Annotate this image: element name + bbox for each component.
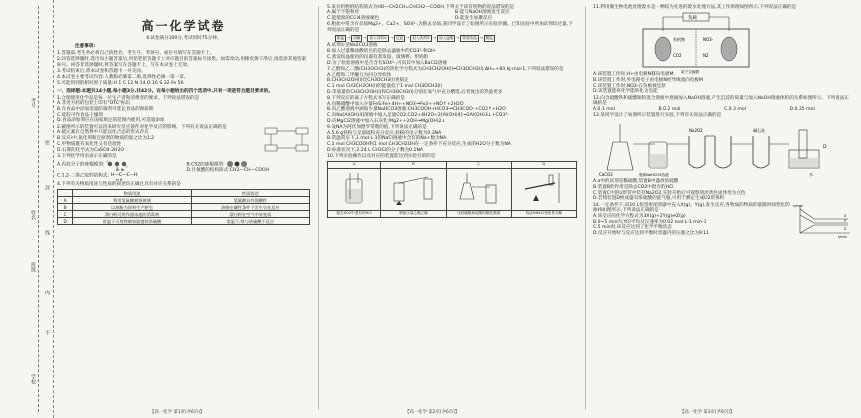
table-cell: 油脂在碱性条件下发生皂化反应 — [191, 204, 309, 211]
table-cell: 除去SO2中混有的HCl — [328, 210, 381, 217]
option-a: A.乙醇和二甲醚互为同分异构体 — [327, 72, 392, 78]
table-cell: B — [58, 204, 73, 211]
table-cell: 漂白粉在空气中易变质 — [191, 211, 309, 218]
apparatus-cell — [446, 168, 511, 210]
question-4 — [57, 182, 310, 225]
school-label: 学校 — [30, 374, 36, 384]
table-header-cell: B — [381, 161, 446, 168]
option-a: A.向稀硝酸中加入少量FeS:Fe+4H++NO3-═Fe3++NO↑+2H2O — [327, 101, 464, 107]
series-label-z: Z — [844, 226, 847, 231]
seal-word: 封 — [44, 185, 50, 190]
notes-list — [57, 51, 310, 87]
table-header-cell: 性质叙述 — [191, 190, 309, 197]
option-c: C.1 mol CH3CH2OH(l)的能量低于1 mol CH3OCH3(l) — [327, 83, 443, 89]
soda-lime-label: 碱石灰 — [753, 128, 765, 134]
seal-word: 不 — [44, 330, 50, 335]
table-cell: A — [58, 197, 73, 204]
question-stem: 3.下列化学用语表示正确的是 — [57, 153, 117, 159]
question-stem: 5.某有机物的结构简式为HO—CH2CH=CHCH2—COOH,下列关于该有机物的说法错误的是 — [327, 4, 515, 10]
option-b — [187, 160, 311, 168]
question-3 — [57, 154, 310, 182]
curve-x — [800, 209, 848, 219]
option-d: D.0.35 mol — [789, 107, 815, 113]
question-stem: 6.粗盐中常含有杂质Mg2+、Ca2+、SO4²-,为除去杂质,某同学设计了如图所示实验步骤。已知实验中所加试剂均过量,下列说法正确的是 — [327, 22, 573, 33]
option-d: D.为了检验溶液中是否含有SO4²-,可向其中加入BaCl2溶液 — [327, 60, 448, 66]
option-a: A.5.6 g铁粉与足量硫粉充分反应,转移的电子数为0.3NA — [327, 130, 442, 136]
load-label: 负载 — [688, 16, 697, 22]
microbial-cell-diagram — [633, 11, 763, 75]
table-cell: 常温下,铁与浓硫酸不反应 — [191, 218, 309, 225]
page-footer: 【高一化学 第1页(共6页)】 — [150, 410, 205, 415]
question-13 — [593, 113, 852, 202]
nitrogen-label: N2 — [703, 53, 709, 59]
option-b: B.装置B的作用是除去CO2中混有的HCl — [593, 184, 674, 190]
option-a: A.硫元素在自然界中只能以化合态的形式存在 — [57, 130, 149, 136]
question-stem: 1.合理使用化学品是每一位生产者和消费者的要求。下列说法错误的是 — [57, 95, 200, 101]
apparatus-table — [327, 161, 577, 218]
table-row — [58, 204, 310, 211]
membrane-label: 质子交换膜 — [681, 70, 699, 75]
option-d: D.该装置能将化学能转化为电能 — [593, 89, 658, 95]
option-a-text: A.丙烷分子的球棍模型: — [57, 162, 105, 168]
option-b: B.常温常压下,1 mol·L-1的NaCl溶液中含有的Na+数为NA — [327, 136, 447, 142]
table-header-cell: A — [328, 161, 381, 168]
question-stem: 7.乙醇和乙二酸(CH3OCH3)的热化学方程式为CH3CH2OH(l)═CH3OCH3(l) ΔH=+84 kJ·mol-1,下列说法错误的是 — [327, 66, 564, 72]
organic-matter-label: 有机物 — [673, 37, 685, 43]
svg-text:H H: H H — [116, 177, 123, 182]
option-c: C.5 min时,该反应达到了化学平衡状态 — [593, 225, 672, 231]
question-stem: 14.一定条件下,向10 L恒容密闭容器中充入X(g)、Y(g),发生反应,各物质的物质的量随时间变化的曲线如图所示,下列说法正确的是 — [593, 202, 790, 214]
page-footer: 【高一化学 第3页(共6页)】 — [680, 410, 735, 415]
apparatus-cell — [511, 168, 576, 210]
exam-title: 高一化学试卷 — [141, 19, 226, 33]
option-d: D.向MgCl2溶液中加入石灰乳:Mg2++2OH-═Mg(OH)2↓ — [327, 118, 446, 124]
table-cell: 制备少量乙酸乙酯 — [381, 210, 446, 217]
question-14 — [593, 203, 852, 237]
flow-step: 精盐 — [484, 35, 495, 43]
apparatus-cell — [381, 168, 446, 210]
flow-step: 溶解 — [351, 35, 362, 43]
table-header-cell: 物质用途 — [73, 190, 191, 197]
option-a: A.a中的试剂是稀硫酸,装置B中盛放浓硫酸 — [593, 179, 679, 185]
question-5 — [327, 5, 577, 22]
table-cell: D — [58, 218, 73, 225]
svg-text:H—C—C—H: H—C—C—H — [111, 172, 138, 178]
peroxide-label: Na2O2 — [689, 128, 703, 134]
option-c: C.向Na[Al(OH)4]溶液中通入足量CO2:CO2+4H2O+2[Al(OH)4]-═2Al(OH)3↓+CO3²- — [327, 113, 509, 119]
question-stem: 11.利用微生物电池处理废水是一种较为先进的废水处理方法,其工作原理如图所示,下列说法正确的是 — [593, 4, 797, 10]
option-a: A.非处方药的包装上印有"OTC"标识 — [57, 101, 131, 107]
option-a — [57, 160, 181, 168]
ammonium-chloride-heating-icon — [519, 169, 569, 207]
option-b: B.该装置工作时,外电路电子由电极N经导线流向电极M — [593, 78, 703, 83]
binding-margin — [0, 0, 54, 418]
table-header-row — [328, 161, 577, 168]
column-divider — [318, 6, 319, 410]
question-2 — [57, 125, 310, 154]
name-label: 姓名 — [30, 210, 36, 220]
option-a: A.属于不饱和烃 — [327, 10, 360, 16]
option-c: C.硅胶可作食品干燥剂 — [57, 112, 104, 118]
option-b: B.能与NaOH溶液发生反应 — [455, 10, 510, 16]
section-heading: 一、选择题:本题共14小题,每小题3分,共42分。在每小题给出的四个选项中,只有一项是符合题目要求的。 — [57, 88, 273, 94]
question-stem: 10.下列实验操作以及对应的装置能达到实验目的的是 — [327, 154, 436, 160]
mole-time-chart — [792, 203, 852, 239]
question-10 — [327, 154, 577, 218]
column-divider — [585, 6, 586, 410]
x-axis-label: t/min — [838, 234, 847, 239]
table-cell: 氢氟酸具有强酸性 — [191, 197, 309, 204]
note-item: 3.考试结束后,将本试卷和答题卡一并交回。 — [57, 69, 146, 74]
question-7 — [327, 67, 577, 96]
note-item: 5.可能用到的相对原子质量:H 1 C 12 N 14 O 16 S 32 Fe 56 — [57, 81, 184, 87]
table-cell: C — [58, 211, 73, 218]
table-row — [58, 211, 310, 218]
flow-step: 加入盐酸 — [437, 35, 455, 43]
option-b-text: B.CS2的球棍模型: — [186, 162, 225, 168]
seal-line — [38, 6, 39, 412]
gas-washing-bottle-icon — [334, 169, 374, 207]
co2-label: CO2 — [673, 53, 682, 59]
seal-word: 内 — [44, 290, 50, 295]
option-b: B.向乙酸溶液中滴加少量NaHCO3溶液:CH3COOH+HCO3-═CH3COO-+CO2↑+H2O — [327, 107, 506, 113]
table-row — [58, 218, 310, 225]
device-d-label: D — [823, 145, 827, 151]
option-d: D.能发生加聚反应 — [455, 16, 493, 21]
table-cell: 以油脂为原料生产肥皂 — [73, 204, 191, 211]
table-cell: 常温下可用铁制容器盛装浓硫酸 — [73, 218, 191, 225]
question-1 — [57, 96, 310, 125]
question-stem: 9.设NA为阿伏加德罗常数的值,下列说法正确的是 — [327, 125, 427, 131]
option-a: A.0.1 mol — [593, 107, 615, 113]
option-d: D.标准状况下,2.24 L CH3Cl的分子数为0.1NA — [327, 147, 424, 153]
property-use-table — [57, 189, 310, 225]
acid-strength-apparatus-icon — [454, 169, 504, 207]
option-c: C.1 mol CH3COOH和1 mol CH3CH2OH在一定条件下充分反应,生成的H2O分子数为NA — [327, 142, 511, 148]
table-cell: 利用氢氟酸刻蚀玻璃 — [73, 197, 191, 204]
table-row — [58, 197, 310, 204]
option-d: D.食品添加剂应在国家规定的范围内使用,可适量添加 — [57, 118, 165, 124]
seal-word: 密 — [44, 140, 50, 145]
option-b: B.加入过量稀盐酸的目的是除去滤液中的CO3²-和OH- — [327, 49, 437, 55]
option-c-text: C.1,2-二溴乙烷的结构式: — [57, 173, 109, 179]
curve-z — [800, 225, 848, 233]
option-d: D.石膏的化学式为CaSO4·2H2O — [57, 147, 125, 153]
table-cell: 漂白粉可用作游泳池的消毒剂 — [73, 211, 191, 218]
salt-purification-flow: 粗盐 → 溶解 → 加入试剂① → 过滤 → 加入试剂② → 加入盐酸 → 蒸发结晶 → 精盐 — [335, 35, 577, 43]
option-b: B.CH3CH2OH(l)比CH3OCH3(l)更稳定 — [327, 78, 409, 84]
table-header-row — [58, 190, 310, 197]
y-axis-label: n/mol — [793, 203, 803, 208]
option-d: D.甘氨酸的结构简式:CH2—CH—COOH — [186, 167, 270, 173]
question-9 — [327, 125, 577, 154]
bicarbonate-label: 饱和NaHCO3溶液 — [639, 173, 669, 178]
series-label-y: Y — [844, 218, 847, 223]
table-header-cell: D — [511, 161, 576, 168]
option-a: A.该装置工作时,H+由电极N移向电极M — [593, 72, 674, 78]
option-c: C.该装置工作时,NO3-在负极被还原 — [593, 83, 666, 89]
option-d: D.反应开始时与反应达到平衡时容器内的压强之比为9∶11 — [593, 231, 710, 237]
page-column-2 — [327, 4, 577, 408]
table-row — [328, 168, 577, 210]
flow-step: 过滤 — [394, 35, 405, 43]
flow-step: 加入试剂② — [410, 35, 432, 43]
question-stem: 8.下列反应的离子方程式书写正确的是 — [327, 95, 405, 101]
option-c: C.能使溴的CCl4溶液褪色 — [327, 16, 380, 21]
page-footer: 【高一化学 第2页(共6页)】 — [405, 410, 460, 415]
co2-sodium-peroxide-apparatus — [593, 120, 833, 178]
question-8 — [327, 96, 577, 125]
question-stem: 13.某同学设计了如图所示装置进行实验,下列有关说法正确的是 — [593, 113, 722, 119]
question-stem: 4.下列有关物质用途与性质的叙述均正确且具有对应关系的是 — [57, 182, 181, 188]
question-6 — [327, 22, 577, 66]
table-header-cell: C — [446, 161, 511, 168]
exam-info: 本试卷满分100分,考试用时75分钟。 — [145, 35, 222, 41]
series-label-x: X — [844, 213, 847, 218]
dibromoethane-structure-icon — [110, 168, 136, 182]
page-column-1 — [57, 4, 310, 408]
flow-step: 粗盐 — [335, 35, 346, 43]
question-stem: 12.向含硫酸铁和硫酸铜的混合溶液中逐滴加入NaOH溶液,产生沉淀的质量与加入NaOH溶液体积的关系如图所示。下列说法正确的是 — [593, 95, 849, 107]
option-d: D.等质量的CH3CH2OH(l)和CH3OCH3(l)分别在氧气中充分燃烧,后者放出的热量更多 — [327, 89, 503, 95]
nitrate-label: NO3- — [703, 37, 714, 43]
option-b: B.在食品中添加适量防腐剂可延长食品的保质期 — [57, 107, 154, 112]
flow-step: 加入试剂① — [367, 35, 389, 43]
page-column-3 — [593, 4, 852, 408]
svg-text:Br Br: Br Br — [116, 167, 126, 172]
ester-preparation-icon — [388, 169, 438, 207]
note-item: 2.回答选择题时,选出每小题答案后,用铅笔把答题卡上对应题目的答案标号涂黑。如需改动,用橡皮擦干净后,再选涂其他答案标号。回答非选择题时,将答案写在答题卡上。写在本试卷上无效。 — [57, 57, 307, 68]
option-c: C.0.3 mol — [724, 107, 746, 113]
table-cell: 验证NH4Cl受热易分解 — [511, 210, 576, 217]
note-item: 4.本试卷主要考试内容:人教版必修第二册,选择性必修一第一章。 — [57, 75, 189, 81]
option-c: C.甲物质既有氧化性又有还原性 — [57, 141, 122, 147]
sulfur-cycle-diagram — [264, 127, 310, 153]
option-b: B.反应ⅰ中,氧化剂和还原剂的物质的量之比为1∶2 — [57, 136, 155, 142]
option-d: D.若将装置D换成盛有浓硫酸的洗气瓶,可用于测定生成O2的体积 — [593, 196, 725, 202]
caco3-label: CaCO3 — [599, 172, 613, 178]
option-a: A.试剂①是Na2CO3溶液 — [327, 43, 378, 49]
table-cell: 比较碳酸和硅酸的酸性强弱 — [446, 210, 511, 217]
apparatus-cell — [328, 168, 381, 210]
option-c: C.装置C中的U形管中装有Na2O2,实验开始后可观察到淡黄色固体变为白色 — [593, 190, 746, 196]
table-row — [328, 210, 577, 217]
cs2-ball-model-icon — [226, 160, 248, 168]
seal-word: 线 — [44, 230, 50, 235]
flow-step: 蒸发结晶 — [460, 35, 478, 43]
table-header-cell — [58, 190, 73, 197]
option-a: A.该反应的化学方程式为3X(g)+2Y(g)⇌Z(g) — [593, 213, 686, 219]
water-label: 水 — [809, 172, 813, 178]
question-stem: 2.截图所示的装置可以用来研究反应条件对化学反应的影响。下列有关说法正确的是 — [57, 124, 227, 130]
option-b: B.0~5 min内,Y的平均反应速率为0.02 mol·L-1·min-1 — [593, 219, 707, 225]
question-12 — [593, 96, 852, 113]
option-b: B.0.2 mol — [658, 107, 681, 113]
notes-title: 注意事项: — [75, 44, 96, 50]
question-11 — [593, 5, 852, 96]
note-item: 1.答题前,考生务必将自己的姓名、考生号、考场号、座位号填写在答题卡上。 — [57, 51, 215, 57]
option-c — [57, 168, 181, 182]
class-label: 班级 — [30, 262, 36, 272]
seat-label: 考号 — [30, 98, 36, 108]
option-c: C.蒸发结晶使用的仪器有蒸发皿、玻璃棒、坩埚钳 — [327, 54, 429, 60]
propane-ball-model-icon — [106, 160, 128, 168]
